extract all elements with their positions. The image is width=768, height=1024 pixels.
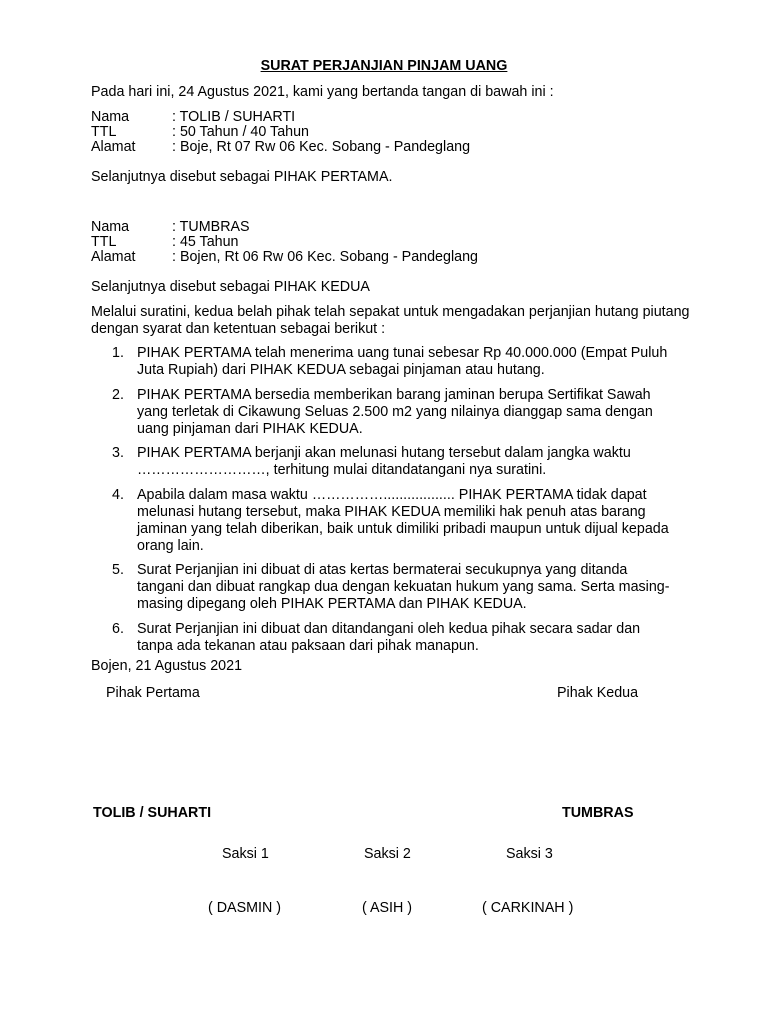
- party2-alamat-row: [91, 249, 651, 265]
- party1-designation: Selanjutnya disebut sebagai PIHAK PERTAMA.: [91, 169, 393, 185]
- party2-signature-name: TUMBRAS: [562, 805, 634, 821]
- party1-alamat-row: [91, 139, 651, 155]
- term-text: PIHAK PERTAMA berjanji akan melunasi hutang tersebut dalam jangka waktu ………………………, terhitung mulai ditandatangani nya suratini.: [137, 445, 631, 478]
- party2-designation: Selanjutnya disebut sebagai PIHAK KEDUA: [91, 279, 370, 295]
- term-number: 1.: [112, 345, 124, 361]
- term-number: 2.: [112, 386, 124, 403]
- term-item-3: [91, 445, 691, 479]
- party1-signature-name: TOLIB / SUHARTI: [93, 805, 212, 821]
- witness2-name: ( ASIH ): [362, 900, 413, 916]
- document-title: SURAT PERJANJIAN PINJAM UANG: [260, 58, 508, 74]
- term-item-4: [91, 487, 691, 555]
- witness1-label: Saksi 1: [222, 846, 269, 862]
- term-number: 3.: [112, 445, 124, 461]
- term-number: 4.: [112, 486, 124, 503]
- party2-nama-label: Nama: [91, 219, 130, 235]
- term-number: 6.: [112, 620, 124, 637]
- witness3-label: Saksi 3: [506, 846, 553, 862]
- place-date: Bojen, 21 Agustus 2021: [91, 658, 243, 674]
- party2-ttl-label: TTL: [91, 234, 117, 250]
- term-item-2: [91, 387, 691, 438]
- party1-alamat-label: Alamat: [91, 139, 136, 155]
- term-number: 5.: [112, 562, 124, 578]
- term-item-6: [91, 621, 691, 655]
- party1-nama-row: [91, 109, 651, 125]
- party1-ttl-row: [91, 124, 651, 140]
- party2-nama-row: [91, 219, 651, 235]
- party1-nama-value: : TOLIB / SUHARTI: [172, 109, 296, 125]
- term-text: PIHAK PERTAMA telah menerima uang tunai sebesar Rp 40.000.000 (Empat Puluh Juta Rupiah) dari PIHAK KEDUA sebagai pinjaman atau hutang.: [137, 345, 668, 378]
- party1-ttl-value: : 50 Tahun / 40 Tahun: [172, 124, 309, 140]
- term-item-1: [91, 345, 691, 379]
- term-text: Apabila dalam masa waktu …………….................. PIHAK PERTAMA tidak dapat melunasi hutang tersebut, maka PIHAK KEDUA memiliki hak penuh atas barang jaminan yang telah diberikan, baik untuk dimiliki pribadi maupun untuk dijual kepada orang lain.: [137, 486, 669, 554]
- term-text: Surat Perjanjian ini dibuat di atas kertas bermaterai secukupnya yang ditanda tangani dan dibuat rangkap dua dengan kekuatan hukum yang sama. Serta masing-masing dipegang oleh PIHAK PERTAMA dan PIHAK KEDUA.: [137, 562, 670, 612]
- witness1-name: ( DASMIN ): [208, 900, 282, 916]
- term-text: Surat Perjanjian ini dibuat dan ditandangani oleh kedua pihak secara sadar dan tanpa ada tekanan atau paksaan dari pihak manapun.: [137, 620, 641, 654]
- party1-alamat-value: : Boje, Rt 07 Rw 06 Kec. Sobang - Pandeglang: [172, 139, 471, 155]
- witness3-name: ( CARKINAH ): [482, 900, 574, 916]
- party1-signature-label: Pihak Pertama: [106, 685, 200, 701]
- term-text: PIHAK PERTAMA bersedia memberikan barang jaminan berupa Sertifikat Sawah yang terletak di Cikawung Seluas 2.500 m2 yang nilainya dianggap sama dengan uang pinjaman dari PIHAK KEDUA.: [137, 386, 653, 437]
- party1-nama-label: Nama: [91, 109, 130, 125]
- terms-list: [91, 345, 691, 662]
- party2-alamat-value: : Bojen, Rt 06 Rw 06 Kec. Sobang - Pandeglang: [172, 249, 478, 265]
- party1-ttl-label: TTL: [91, 124, 117, 140]
- party2-alamat-label: Alamat: [91, 249, 136, 265]
- party2-ttl-value: : 45 Tahun: [172, 234, 239, 250]
- witness2-label: Saksi 2: [364, 846, 411, 862]
- intro-text: Pada hari ini, 24 Agustus 2021, kami yang bertanda tangan di bawah ini :: [91, 84, 554, 100]
- term-item-5: [91, 562, 691, 613]
- preamble-paragraph: Melalui suratini, kedua belah pihak telah sepakat untuk mengadakan perjanjian hutang piutang dengan syarat dan ketentuan sebagai berikut :: [91, 304, 690, 337]
- party2-ttl-row: [91, 234, 651, 250]
- party2-nama-value: : TUMBRAS: [172, 219, 250, 235]
- party2-signature-label: Pihak Kedua: [557, 685, 639, 701]
